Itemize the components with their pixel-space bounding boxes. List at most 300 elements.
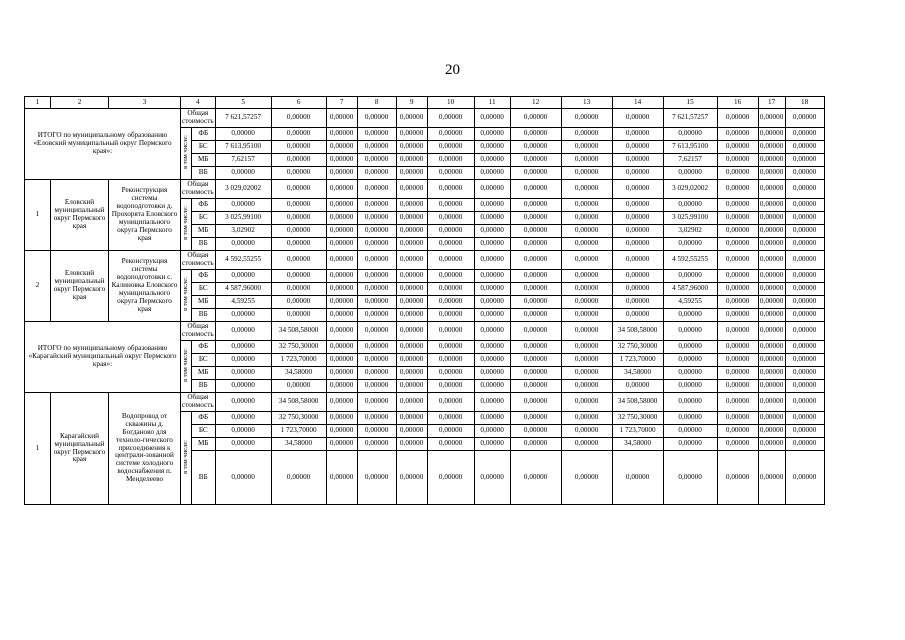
value-cell: 0,00000	[785, 180, 824, 199]
value-cell: 0,00000	[396, 367, 427, 380]
value-cell: 0,00000	[717, 393, 758, 412]
value-cell: 0,00000	[427, 180, 474, 199]
value-cell: 0,00000	[357, 309, 396, 322]
value-cell: 0,00000	[561, 212, 612, 225]
value-cell: 0,00000	[612, 212, 663, 225]
value-cell: 0,00000	[396, 180, 427, 199]
value-cell: 0,00000	[474, 322, 510, 341]
value-cell: 0,00000	[427, 296, 474, 309]
value-cell: 7 613,95100	[215, 141, 271, 154]
value-cell: 0,00000	[717, 238, 758, 251]
object-name: Водопровод от скважины д. Богданово для техноло-гического присоединения к централи-зованной системе холодного водоснабжения п. Менделеево	[109, 393, 181, 505]
value-cell: 0,00000	[215, 380, 271, 393]
value-cell: 0,00000	[758, 451, 785, 505]
vertical-label-text: в том числе:	[182, 277, 190, 311]
value-cell: 0,00000	[758, 238, 785, 251]
value-cell: 0,00000	[663, 393, 717, 412]
value-cell: 0,00000	[326, 109, 357, 128]
value-cell: 0,00000	[758, 393, 785, 412]
value-cell: 0,00000	[427, 225, 474, 238]
value-cell: 0,00000	[427, 212, 474, 225]
value-cell: 0,00000	[396, 341, 427, 354]
value-cell: 0,00000	[612, 167, 663, 180]
value-cell: 0,00000	[474, 341, 510, 354]
value-cell: 0,00000	[663, 425, 717, 438]
value-cell: 0,00000	[427, 367, 474, 380]
value-cell: 0,00000	[510, 393, 561, 412]
value-cell: 0,00000	[758, 225, 785, 238]
value-cell: 0,00000	[758, 180, 785, 199]
value-cell: 0,00000	[510, 354, 561, 367]
value-cell: 0,00000	[326, 451, 357, 505]
value-cell: 0,00000	[215, 167, 271, 180]
value-cell: 0,00000	[561, 393, 612, 412]
value-cell: 34,58000	[612, 367, 663, 380]
column-header: 6	[271, 97, 326, 109]
value-cell: 0,00000	[510, 322, 561, 341]
total-label: ИТОГО по муниципальному образованию «Еловский муниципальный округ Пермского края»:	[25, 109, 181, 180]
value-cell: 0,00000	[326, 225, 357, 238]
vertical-label-text: в том числе:	[182, 348, 190, 382]
value-cell: 0,00000	[785, 322, 824, 341]
value-cell: 4 587,96000	[215, 283, 271, 296]
value-cell: 0,00000	[663, 167, 717, 180]
value-cell: 7 621,57257	[663, 109, 717, 128]
value-cell: 0,00000	[357, 451, 396, 505]
value-cell: 0,00000	[561, 322, 612, 341]
value-cell: 0,00000	[510, 438, 561, 451]
column-header: 14	[612, 97, 663, 109]
value-cell: 0,00000	[612, 238, 663, 251]
value-cell: 0,00000	[396, 251, 427, 270]
value-cell: 0,00000	[326, 367, 357, 380]
value-cell: 0,00000	[510, 270, 561, 283]
column-header: 4	[181, 97, 216, 109]
value-cell: 0,00000	[396, 225, 427, 238]
value-cell: 0,00000	[326, 341, 357, 354]
value-cell: 0,00000	[396, 270, 427, 283]
value-cell: 0,00000	[396, 128, 427, 141]
value-cell: 0,00000	[663, 354, 717, 367]
value-cell: 0,00000	[758, 283, 785, 296]
subtotal-vertical-label	[181, 128, 192, 180]
value-cell: 0,00000	[396, 322, 427, 341]
value-cell: 0,00000	[785, 199, 824, 212]
value-cell: 0,00000	[561, 283, 612, 296]
value-cell: 0,00000	[758, 296, 785, 309]
value-cell: 0,00000	[427, 238, 474, 251]
value-cell: 0,00000	[663, 438, 717, 451]
value-cell: 0,00000	[396, 109, 427, 128]
value-cell: 0,00000	[326, 238, 357, 251]
value-cell: 0,00000	[561, 109, 612, 128]
table-row	[25, 180, 825, 199]
value-cell: 0,00000	[357, 296, 396, 309]
value-cell: 0,00000	[326, 425, 357, 438]
table-row	[25, 251, 825, 270]
value-cell: 0,00000	[215, 199, 271, 212]
value-cell: 0,00000	[612, 180, 663, 199]
value-cell: 0,00000	[357, 425, 396, 438]
vertical-label-text: в том числе:	[182, 206, 190, 240]
column-header: 11	[474, 97, 510, 109]
value-cell: 0,00000	[663, 341, 717, 354]
value-cell: 0,00000	[717, 251, 758, 270]
row-type: ВБ	[191, 309, 215, 322]
value-cell: 0,00000	[612, 109, 663, 128]
value-cell: 0,00000	[561, 167, 612, 180]
district-name: Еловский муниципальный округ Пермского края	[51, 251, 109, 322]
value-cell: 0,00000	[326, 283, 357, 296]
value-cell: 4,59255	[663, 296, 717, 309]
value-cell: 0,00000	[271, 109, 326, 128]
row-type: Общая стоимость	[181, 393, 216, 412]
row-type: МБ	[191, 438, 215, 451]
value-cell: 0,00000	[326, 322, 357, 341]
value-cell: 0,00000	[215, 238, 271, 251]
value-cell: 0,00000	[612, 225, 663, 238]
value-cell: 0,00000	[357, 167, 396, 180]
value-cell: 0,00000	[474, 270, 510, 283]
value-cell: 0,00000	[474, 438, 510, 451]
value-cell: 0,00000	[271, 238, 326, 251]
value-cell: 0,00000	[326, 270, 357, 283]
row-type: БС	[191, 141, 215, 154]
value-cell: 4 587,96000	[663, 283, 717, 296]
value-cell: 0,00000	[271, 167, 326, 180]
value-cell: 0,00000	[396, 393, 427, 412]
value-cell: 0,00000	[717, 270, 758, 283]
value-cell: 34,58000	[271, 367, 326, 380]
row-type: ФБ	[191, 128, 215, 141]
value-cell: 0,00000	[427, 451, 474, 505]
value-cell: 0,00000	[612, 283, 663, 296]
value-cell: 0,00000	[561, 425, 612, 438]
value-cell: 0,00000	[271, 296, 326, 309]
value-cell: 0,00000	[561, 270, 612, 283]
value-cell: 0,00000	[561, 367, 612, 380]
value-cell: 0,00000	[326, 154, 357, 167]
value-cell: 0,00000	[758, 167, 785, 180]
value-cell: 1 723,70000	[612, 425, 663, 438]
value-cell: 32 750,30000	[612, 341, 663, 354]
value-cell: 0,00000	[427, 167, 474, 180]
value-cell: 0,00000	[717, 354, 758, 367]
value-cell: 0,00000	[663, 128, 717, 141]
value-cell: 0,00000	[785, 283, 824, 296]
value-cell: 0,00000	[663, 451, 717, 505]
budget-table	[24, 96, 825, 505]
value-cell: 0,00000	[271, 380, 326, 393]
value-cell: 0,00000	[785, 354, 824, 367]
value-cell: 0,00000	[474, 283, 510, 296]
value-cell: 0,00000	[357, 380, 396, 393]
value-cell: 0,00000	[561, 380, 612, 393]
value-cell: 34 508,58000	[612, 393, 663, 412]
column-header: 8	[357, 97, 396, 109]
value-cell: 0,00000	[717, 199, 758, 212]
value-cell: 0,00000	[427, 154, 474, 167]
value-cell: 0,00000	[271, 212, 326, 225]
value-cell: 0,00000	[357, 109, 396, 128]
value-cell: 0,00000	[427, 354, 474, 367]
value-cell: 0,00000	[758, 199, 785, 212]
value-cell: 0,00000	[357, 212, 396, 225]
value-cell: 0,00000	[326, 438, 357, 451]
value-cell: 0,00000	[326, 412, 357, 425]
value-cell: 0,00000	[474, 309, 510, 322]
value-cell: 0,00000	[612, 309, 663, 322]
value-cell: 0,00000	[215, 341, 271, 354]
value-cell: 0,00000	[271, 154, 326, 167]
value-cell: 0,00000	[717, 180, 758, 199]
value-cell: 32 750,30000	[271, 412, 326, 425]
value-cell: 0,00000	[758, 141, 785, 154]
value-cell: 0,00000	[612, 270, 663, 283]
value-cell: 0,00000	[357, 238, 396, 251]
value-cell: 0,00000	[271, 128, 326, 141]
value-cell: 0,00000	[215, 393, 271, 412]
value-cell: 0,00000	[758, 367, 785, 380]
value-cell: 0,00000	[510, 425, 561, 438]
row-type: МБ	[191, 154, 215, 167]
value-cell: 0,00000	[510, 367, 561, 380]
value-cell: 4 592,55255	[215, 251, 271, 270]
value-cell: 0,00000	[396, 296, 427, 309]
value-cell: 0,00000	[357, 322, 396, 341]
value-cell: 0,00000	[474, 167, 510, 180]
value-cell: 1 723,70000	[271, 425, 326, 438]
value-cell: 0,00000	[717, 438, 758, 451]
value-cell: 0,00000	[785, 451, 824, 505]
value-cell: 0,00000	[474, 180, 510, 199]
value-cell: 0,00000	[357, 225, 396, 238]
value-cell: 0,00000	[785, 141, 824, 154]
value-cell: 0,00000	[326, 199, 357, 212]
value-cell: 34 508,58000	[271, 393, 326, 412]
value-cell: 0,00000	[271, 283, 326, 296]
value-cell: 0,00000	[785, 438, 824, 451]
value-cell: 0,00000	[612, 141, 663, 154]
value-cell: 0,00000	[396, 212, 427, 225]
value-cell: 0,00000	[427, 251, 474, 270]
value-cell: 0,00000	[396, 199, 427, 212]
value-cell: 0,00000	[215, 451, 271, 505]
value-cell: 0,00000	[510, 154, 561, 167]
value-cell: 0,00000	[326, 212, 357, 225]
value-cell: 0,00000	[758, 128, 785, 141]
value-cell: 0,00000	[357, 438, 396, 451]
value-cell: 0,00000	[717, 412, 758, 425]
column-header: 15	[663, 97, 717, 109]
table-row	[25, 109, 825, 128]
value-cell: 0,00000	[785, 167, 824, 180]
value-cell: 0,00000	[561, 451, 612, 505]
value-cell: 0,00000	[758, 380, 785, 393]
value-cell: 0,00000	[474, 393, 510, 412]
value-cell: 0,00000	[474, 225, 510, 238]
value-cell: 0,00000	[561, 309, 612, 322]
value-cell: 0,00000	[474, 141, 510, 154]
value-cell: 0,00000	[396, 438, 427, 451]
value-cell: 34,58000	[612, 438, 663, 451]
column-header: 10	[427, 97, 474, 109]
value-cell: 0,00000	[474, 380, 510, 393]
value-cell: 0,00000	[717, 451, 758, 505]
value-cell: 0,00000	[427, 412, 474, 425]
row-type: МБ	[191, 367, 215, 380]
row-type: ФБ	[191, 341, 215, 354]
value-cell: 0,00000	[474, 238, 510, 251]
value-cell: 0,00000	[785, 393, 824, 412]
value-cell: 0,00000	[396, 238, 427, 251]
value-cell: 0,00000	[396, 309, 427, 322]
row-type: БС	[191, 425, 215, 438]
value-cell: 0,00000	[663, 309, 717, 322]
subtotal-vertical-label	[181, 199, 192, 251]
value-cell: 0,00000	[561, 238, 612, 251]
column-header: 12	[510, 97, 561, 109]
object-name: Реконструкция системы водоподготовки д. Прохорята Еловского муниципального округа Пермского края	[109, 180, 181, 251]
value-cell: 0,00000	[758, 341, 785, 354]
value-cell: 0,00000	[396, 451, 427, 505]
value-cell: 0,00000	[326, 380, 357, 393]
value-cell: 0,00000	[561, 296, 612, 309]
value-cell: 0,00000	[271, 251, 326, 270]
value-cell: 0,00000	[663, 270, 717, 283]
value-cell: 0,00000	[474, 109, 510, 128]
value-cell: 0,00000	[758, 109, 785, 128]
value-cell: 0,00000	[510, 212, 561, 225]
value-cell: 0,00000	[758, 154, 785, 167]
value-cell: 0,00000	[717, 322, 758, 341]
value-cell: 0,00000	[474, 354, 510, 367]
value-cell: 7 613,95100	[663, 141, 717, 154]
value-cell: 0,00000	[561, 341, 612, 354]
value-cell: 0,00000	[427, 283, 474, 296]
value-cell: 0,00000	[717, 296, 758, 309]
value-cell: 0,00000	[271, 199, 326, 212]
total-label: ИТОГО по муниципальному образованию «Карагайский муниципальный округ Пермского края»:	[25, 322, 181, 393]
value-cell: 0,00000	[785, 154, 824, 167]
value-cell: 0,00000	[396, 354, 427, 367]
value-cell: 1 723,70000	[612, 354, 663, 367]
value-cell: 0,00000	[612, 380, 663, 393]
value-cell: 0,00000	[474, 128, 510, 141]
column-header: 2	[51, 97, 109, 109]
value-cell: 0,00000	[663, 322, 717, 341]
value-cell: 0,00000	[510, 309, 561, 322]
value-cell: 0,00000	[510, 128, 561, 141]
value-cell: 0,00000	[612, 296, 663, 309]
value-cell: 0,00000	[663, 380, 717, 393]
value-cell: 7,62157	[663, 154, 717, 167]
value-cell: 0,00000	[357, 393, 396, 412]
value-cell: 0,00000	[717, 425, 758, 438]
value-cell: 0,00000	[510, 251, 561, 270]
value-cell: 0,00000	[474, 367, 510, 380]
value-cell: 0,00000	[474, 212, 510, 225]
value-cell: 0,00000	[758, 425, 785, 438]
value-cell: 0,00000	[785, 212, 824, 225]
value-cell: 0,00000	[326, 128, 357, 141]
value-cell: 0,00000	[510, 109, 561, 128]
table-body	[25, 97, 825, 505]
value-cell: 0,00000	[785, 367, 824, 380]
item-number: 2	[25, 251, 51, 322]
value-cell: 0,00000	[357, 128, 396, 141]
value-cell: 0,00000	[357, 270, 396, 283]
column-header: 9	[396, 97, 427, 109]
value-cell: 0,00000	[717, 380, 758, 393]
value-cell: 0,00000	[561, 225, 612, 238]
value-cell: 0,00000	[663, 367, 717, 380]
value-cell: 0,00000	[785, 128, 824, 141]
value-cell: 0,00000	[785, 341, 824, 354]
value-cell: 0,00000	[326, 296, 357, 309]
vertical-label-text: в том числе:	[182, 135, 190, 169]
value-cell: 0,00000	[427, 141, 474, 154]
value-cell: 0,00000	[396, 154, 427, 167]
value-cell: 0,00000	[561, 354, 612, 367]
value-cell: 0,00000	[510, 412, 561, 425]
value-cell: 0,00000	[510, 341, 561, 354]
value-cell: 3,02902	[215, 225, 271, 238]
value-cell: 0,00000	[474, 412, 510, 425]
value-cell: 3 025,99100	[215, 212, 271, 225]
value-cell: 0,00000	[427, 393, 474, 412]
value-cell: 0,00000	[785, 425, 824, 438]
value-cell: 3 029,02002	[663, 180, 717, 199]
value-cell: 0,00000	[785, 309, 824, 322]
value-cell: 0,00000	[717, 141, 758, 154]
value-cell: 32 750,30000	[612, 412, 663, 425]
column-header: 17	[758, 97, 785, 109]
object-name: Реконструкция системы водоподготовки с. Калиновка Еловского муниципального округа Пермского края	[109, 251, 181, 322]
subtotal-vertical-label	[181, 270, 192, 322]
value-cell: 0,00000	[561, 438, 612, 451]
value-cell: 0,00000	[427, 341, 474, 354]
value-cell: 0,00000	[717, 225, 758, 238]
value-cell: 0,00000	[215, 412, 271, 425]
value-cell: 1 723,70000	[271, 354, 326, 367]
value-cell: 0,00000	[357, 412, 396, 425]
value-cell: 0,00000	[271, 141, 326, 154]
value-cell: 0,00000	[510, 380, 561, 393]
row-type: МБ	[191, 296, 215, 309]
value-cell: 7,62157	[215, 154, 271, 167]
value-cell: 0,00000	[396, 167, 427, 180]
subtotal-vertical-label	[181, 341, 192, 393]
value-cell: 0,00000	[326, 309, 357, 322]
value-cell: 0,00000	[510, 451, 561, 505]
row-type: БС	[191, 283, 215, 296]
value-cell: 0,00000	[785, 270, 824, 283]
value-cell: 0,00000	[474, 251, 510, 270]
subtotal-vertical-label	[181, 412, 192, 505]
row-type: МБ	[191, 225, 215, 238]
value-cell: 0,00000	[427, 425, 474, 438]
value-cell: 0,00000	[474, 296, 510, 309]
value-cell: 0,00000	[785, 251, 824, 270]
value-cell: 0,00000	[326, 251, 357, 270]
column-header: 7	[326, 97, 357, 109]
value-cell: 0,00000	[612, 251, 663, 270]
value-cell: 0,00000	[717, 283, 758, 296]
value-cell: 3 029,02002	[215, 180, 271, 199]
value-cell: 0,00000	[510, 180, 561, 199]
value-cell: 0,00000	[357, 251, 396, 270]
